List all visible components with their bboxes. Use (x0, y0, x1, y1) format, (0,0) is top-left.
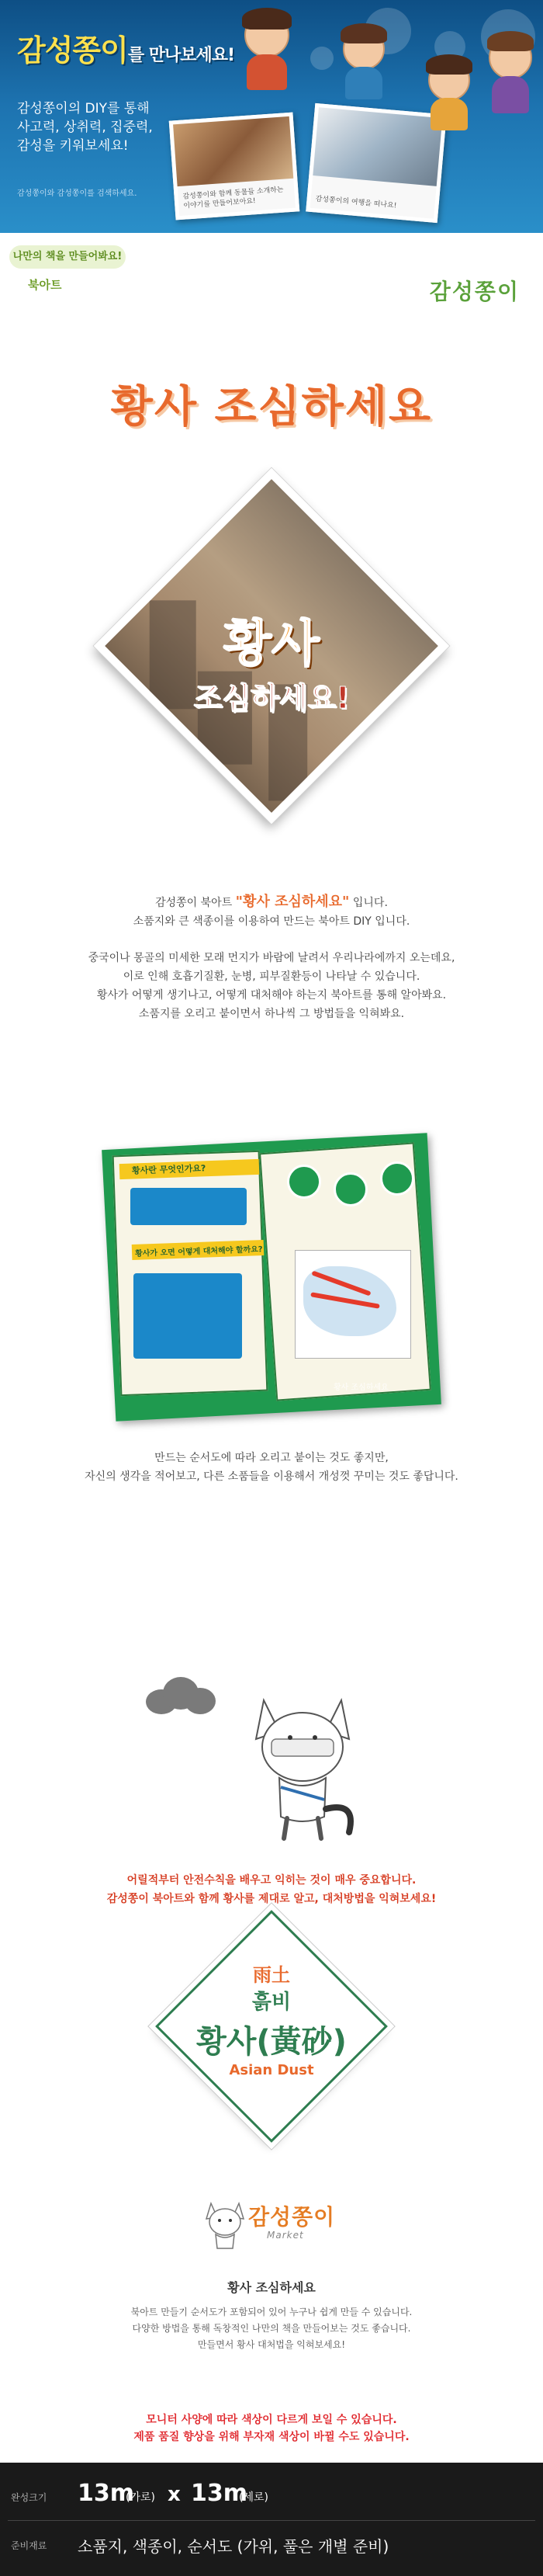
hero-description: 감성쫑이의 DIY를 통해 사고력, 상취력, 집중력, 감성을 키워보세요! (17, 101, 153, 154)
hanja-line-2: 흙비 (251, 1991, 292, 2014)
photo-image (173, 116, 293, 187)
spec-key: 완성크기 (11, 2492, 47, 2503)
category-label: 북아트 (28, 278, 62, 292)
hero-title-suffix: 를 만나보세요! (127, 46, 235, 65)
intro-line: 소품지와 큰 색종이를 이용하여 만드는 북아트 DIY 입니다. (133, 915, 410, 928)
intro-line: 황사가 어떻게 생기나고, 어떻게 대처해야 하는지 북아트를 통해 알아봐요. (96, 989, 447, 1002)
hanja-sign (155, 1910, 388, 2143)
book-left-header: 황사란 무엇인가요? (131, 1163, 206, 1176)
spec-table (0, 2463, 543, 2576)
spec-key: 준비재료 (11, 2540, 47, 2551)
book-asia-map (295, 1250, 411, 1359)
intro-line: 중국이나 몽골의 미세한 모래 먼지가 바람에 날려서 우리나라에까지 오는데요, (88, 952, 455, 964)
spec-size-times: x (168, 2483, 181, 2506)
doll-character (233, 8, 303, 93)
hero-banner (0, 0, 543, 233)
spec-size-width: 13m (78, 2480, 135, 2507)
safety-warning-text (0, 1871, 543, 1908)
page-title: 황사 조심하세요 (110, 382, 433, 432)
footer-description (0, 2304, 543, 2353)
book-info-box (130, 1188, 247, 1225)
mascot-icon (202, 2197, 248, 2251)
book-left-subheader: 황사가 오면 어떻게 대처해야 할까요? (134, 1245, 263, 1258)
after-book-line: 자신의 생각을 적어보고, 다른 소품들을 이용해서 개성껏 꾸미는 것도 좋답니다. (85, 1470, 458, 1483)
footer-line: 다양한 방법을 통해 독창적인 나만의 책을 만들어보는 것도 좋습니다. (132, 2323, 411, 2334)
footer-brand-logo (186, 2197, 357, 2259)
photo-caption: 감성쫑이와 함께 동물들 소개하는 이야기를 만들어보아요! (182, 186, 284, 210)
color-notice (0, 2411, 543, 2446)
hero-title-brand: 감성쫑이 (17, 33, 128, 68)
book-tips-box (133, 1273, 242, 1359)
sign-main-text: 황사 (223, 616, 320, 673)
category-header (0, 233, 543, 318)
footer-product-title: 황사 조심하세요 (227, 2280, 316, 2295)
sign-sub-text: 조심하세요! (193, 681, 350, 715)
mascot-character (233, 1685, 372, 1848)
hero-subtext: 감성쫑이와 감성쫑이를 검색하세요. (17, 189, 137, 198)
book-circle-sticker (287, 1165, 321, 1199)
footer-line: 만들면서 황사 대처법을 익혀보세요! (197, 2339, 346, 2350)
notice-line: 모니터 사양에 따라 색상이 다르게 보일 수 있습니다. (146, 2414, 397, 2426)
yellow-dust-sign (92, 466, 451, 826)
warning-line: 어릴적부터 안전수칙을 배우고 익히는 것이 매우 중요합니다. (126, 1874, 417, 1887)
after-book-text (0, 1449, 543, 1486)
spec-row-materials (0, 2531, 543, 2562)
hanja-line-3: 황사(黃砂) (196, 2024, 347, 2060)
footer-brand-name: 감성쫑이 (248, 2204, 336, 2230)
intro-prefix: 감성쫑이 북아트 (155, 897, 233, 909)
doll-character (419, 54, 481, 132)
intro-line: 이로 인해 호흡기질환, 눈병, 피부질환등이 나타날 수 있습니다. (123, 970, 420, 983)
spec-row-size (0, 2477, 543, 2515)
book-circle-sticker (380, 1161, 414, 1196)
spec-materials-value: 소품지, 색종이, 순서도 (가위, 풀은 개별 준비) (78, 2537, 389, 2556)
intro-detail-text (0, 949, 543, 1023)
doll-character (334, 23, 396, 101)
intro-line: 소품지를 오리고 붙이면서 하나씩 그 방법들을 익혀봐요. (138, 1008, 405, 1020)
footer-market-label: Market (267, 2230, 304, 2241)
intro-highlight: "황사 조심하세요" (235, 894, 350, 910)
warning-line: 감성쫑이 북아트와 함께 황사를 제대로 알고, 대처방법을 익혀보세요! (106, 1893, 437, 1905)
tagline-pill: 나만의 책을 만들어봐요! (9, 245, 126, 269)
hanja-line-1: 雨土 (253, 1964, 290, 1986)
hanja-line-4: Asian Dust (229, 2062, 314, 2078)
book-circle-sticker (334, 1172, 368, 1206)
spec-divider (8, 2520, 535, 2521)
notice-line: 제품 품질 향상을 위해 부자재 색상이 바뀔 수도 있습니다. (133, 2431, 410, 2443)
dust-cloud-icon (146, 1677, 216, 1716)
after-book-line: 만드는 순서도에 따라 오리고 붙이는 것도 좋지만, (154, 1452, 389, 1464)
intro-suffix: 입니다. (352, 897, 388, 909)
spec-size-width-unit: (가로) (126, 2491, 155, 2504)
book-art-photo (101, 1134, 442, 1421)
book-footer-note: 황사 조심하세요 (334, 1383, 389, 1392)
brand-logo-small: 감성쫑이 (429, 279, 520, 304)
bokeh-light (310, 47, 334, 70)
hero-title (17, 26, 234, 69)
spec-size-height: 13m (191, 2480, 248, 2507)
hero-photo-left (169, 113, 300, 220)
intro-text (0, 893, 543, 931)
doll-character (479, 31, 541, 116)
footer-line: 북아트 만들기 순서도가 포함되어 있어 누구나 쉽게 만들 수 있습니다. (130, 2307, 413, 2317)
photo-caption: 감성쫑이의 여행을 떠나요! (315, 195, 397, 210)
spec-size-height-unit: (세로) (239, 2491, 268, 2504)
